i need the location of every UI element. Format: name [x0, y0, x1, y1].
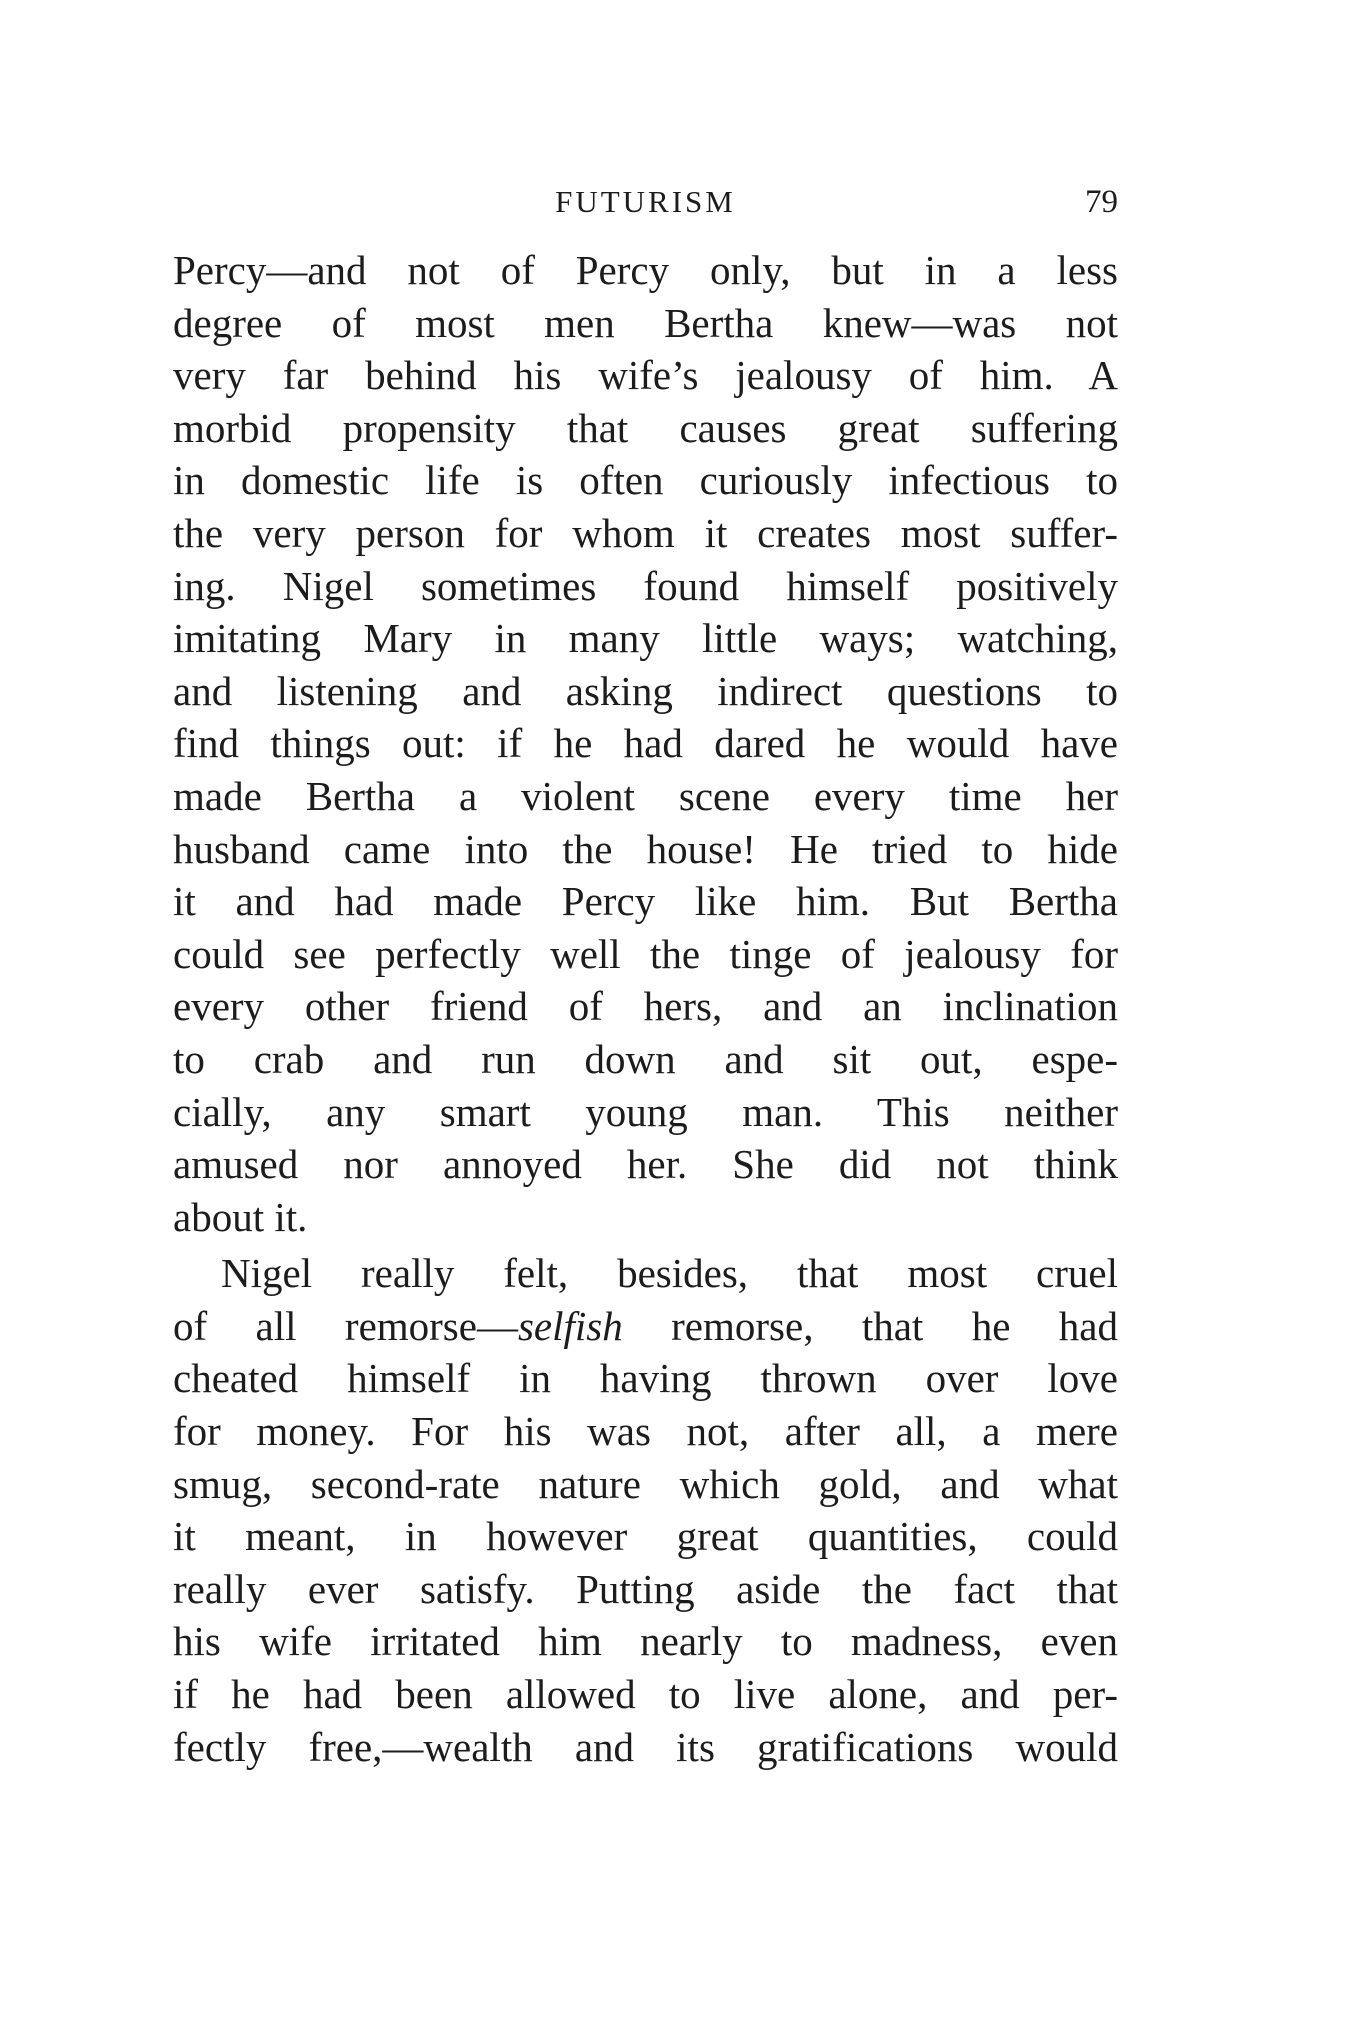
text-line-with-italic	[173, 1300, 1118, 1353]
body-text	[173, 244, 1118, 1773]
text-line: if he had been allowed to live alone, and per-	[173, 1671, 1118, 1718]
text-line: find things out: if he had dared he would have	[173, 720, 1118, 767]
text-line: made Bertha a violent scene every time her	[173, 772, 1118, 819]
text-line: cheated himself in having thrown over love	[173, 1355, 1118, 1402]
text-line: every other friend of hers, and an inclination	[173, 983, 1118, 1030]
text-line: smug, second-rate nature which gold, and what	[173, 1460, 1118, 1507]
text-line: his wife irritated him nearly to madness, even	[173, 1618, 1118, 1665]
text-line: very far behind his wife’s jealousy of him. A	[173, 352, 1118, 399]
text-line: it meant, in however great quantities, could	[173, 1513, 1118, 1560]
text-line: morbid propensity that causes great suffering	[173, 404, 1118, 451]
text-line: to crab and run down and sit out, espe-	[173, 1035, 1118, 1082]
text-line: really ever satisfy. Putting aside the fact that	[173, 1565, 1118, 1612]
page-number: 79	[1085, 184, 1118, 220]
text-line: degree of most men Bertha knew—was not	[173, 299, 1118, 346]
paragraph-1	[173, 244, 1118, 1243]
text-line: about it.	[173, 1193, 308, 1240]
text-line: and listening and asking indirect questions to	[173, 667, 1118, 714]
italic-word: selfish	[517, 1302, 623, 1349]
text-line: it and had made Percy like him. But Bertha	[173, 878, 1118, 925]
text-line: amused nor annoyed her. She did not think	[173, 1141, 1118, 1188]
text-line: Percy—and not of Percy only, but in a less	[173, 247, 1118, 293]
text-line: the very person for whom it creates most suffer-	[173, 509, 1118, 556]
text-line: cially, any smart young man. This neither	[173, 1088, 1118, 1135]
text-segment: remorse, that he had	[622, 1302, 1118, 1349]
paragraph-2	[173, 1247, 1118, 1773]
text-line: Nigel really felt, besides, that most cruel	[221, 1250, 1118, 1297]
running-title: FUTURISM	[555, 184, 736, 219]
text-line: husband came into the house! He tried to hide	[173, 825, 1118, 872]
text-line: imitating Mary in many little ways; watching,	[173, 615, 1118, 662]
text-line: could see perfectly well the tinge of jealousy for	[173, 930, 1118, 977]
running-head	[173, 182, 1118, 222]
text-line: fectly free,—wealth and its gratifications would	[173, 1723, 1118, 1770]
text-line: ing. Nigel sometimes found himself positively	[173, 562, 1118, 609]
text-line: for money. For his was not, after all, a mere	[173, 1408, 1118, 1455]
text-segment: of all remorse—	[173, 1302, 518, 1349]
text-line: in domestic life is often curiously infectious to	[173, 457, 1118, 504]
